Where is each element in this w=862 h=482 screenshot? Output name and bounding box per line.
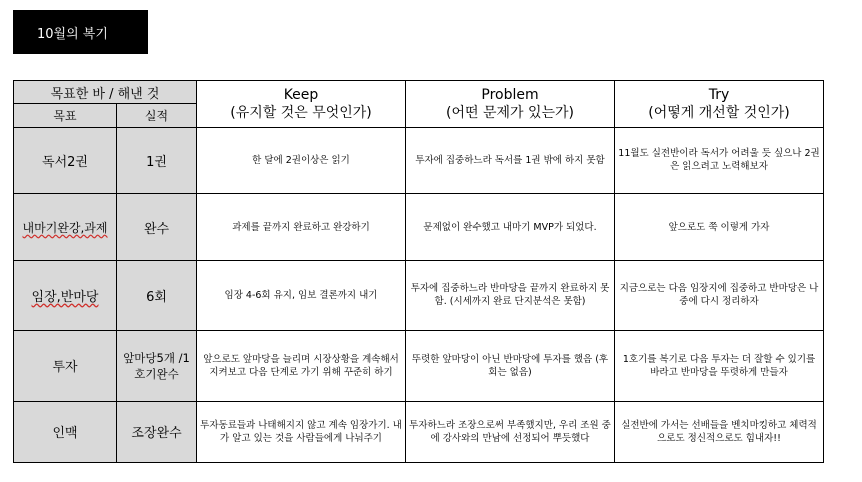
header-try-subtitle: (어떻게 개선할 것인가)	[648, 104, 790, 121]
header-problem-title: Problem	[481, 86, 539, 103]
goal-cell: 독서2권	[14, 127, 117, 193]
keep-cell: 과제를 끝까지 완료하고 완강하기	[197, 194, 406, 261]
header-keep-title: Keep	[283, 86, 319, 103]
keep-cell: 투자동료들과 나태해지지 않고 계속 임장가기. 내가 알고 있는 것을 사람들에게 나눠주기	[197, 401, 406, 462]
table-row	[14, 194, 824, 261]
header-try-title: Try	[708, 86, 730, 103]
header-keep-subtitle: (유지할 것은 무엇인가)	[230, 104, 372, 121]
header-goal: 목표	[14, 104, 117, 127]
result-cell: 조장완수	[117, 401, 197, 462]
page-title: 10월의 복기	[13, 10, 148, 54]
goal-cell: 투자	[14, 330, 117, 401]
problem-cell: 투자에 집중하느라 독서를 1권 밖에 하지 못함	[406, 127, 615, 193]
header-result: 실적	[117, 104, 197, 127]
try-cell: 앞으로도 쭉 이렇게 가자	[615, 194, 824, 261]
goal-cell: 내마기완강,과제	[14, 194, 117, 261]
retrospective-table	[13, 80, 824, 463]
table-row	[14, 330, 824, 401]
problem-cell: 투자하느라 조장으로써 부족했지만, 우리 조원 중에 강사와의 만남에 선정되어 뿌듯했다	[406, 401, 615, 462]
keep-cell: 앞으로도 앞마당을 늘리며 시장상황을 계속해서 지켜보고 다음 단계로 가기 위해 꾸준히 하기	[197, 330, 406, 401]
header-row	[14, 81, 824, 104]
goal-cell: 인맥	[14, 401, 117, 462]
result-cell: 1권	[117, 127, 197, 193]
try-cell: 1호기를 복기로 다음 투자는 더 잘할 수 있기를 바라고 반마당을 뚜렷하게 만들자	[615, 330, 824, 401]
try-cell: 실전반에 가서는 선배들을 벤치마킹하고 체력적으로도 정신적으로도 힘내자!!	[615, 401, 824, 462]
try-cell: 지금으로는 다음 임장지에 집중하고 반마당은 나중에 다시 정리하자	[615, 261, 824, 330]
table-row	[14, 401, 824, 462]
table-row	[14, 127, 824, 193]
goal-cell: 임장,반마당	[14, 261, 117, 330]
keep-cell: 한 달에 2권이상은 읽기	[197, 127, 406, 193]
result-cell: 완수	[117, 194, 197, 261]
keep-cell: 임장 4-6회 유지, 임보 결론까지 내기	[197, 261, 406, 330]
header-keep	[197, 81, 406, 128]
result-cell: 6회	[117, 261, 197, 330]
result-cell: 앞마당5개 /1호기완수	[117, 330, 197, 401]
problem-cell: 투자에 집중하느라 반마당을 끝까지 완료하지 못함. (시세까지 완료 단지분석은 못함)	[406, 261, 615, 330]
header-try	[615, 81, 824, 128]
problem-cell: 문제없이 완수했고 내마기 MVP가 되었다.	[406, 194, 615, 261]
header-group: 목표한 바 / 해낸 것	[14, 81, 197, 104]
header-problem	[406, 81, 615, 128]
header-problem-subtitle: (어떤 문제가 있는가)	[446, 104, 575, 121]
table-row	[14, 261, 824, 330]
try-cell: 11월도 실전반이라 독서가 어려울 듯 싶으나 2권은 읽으려고 노력해보자	[615, 127, 824, 193]
problem-cell: 뚜렷한 앞마당이 아닌 반마당에 투자를 했음 (후회는 없음)	[406, 330, 615, 401]
